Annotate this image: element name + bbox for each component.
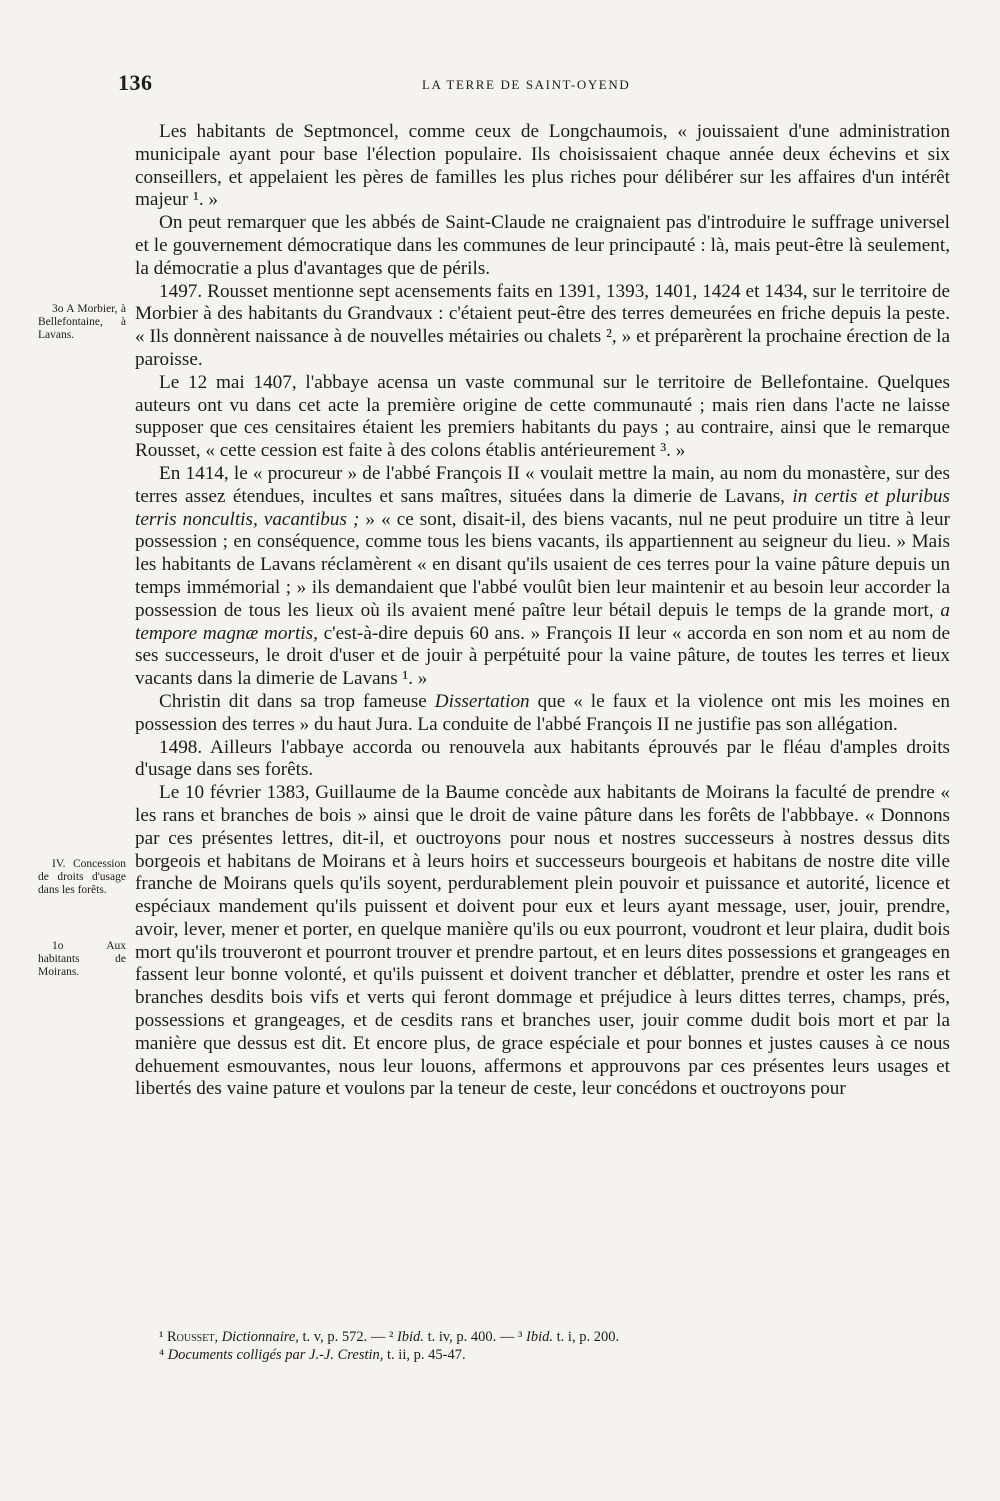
fn-author: Rousset, [166,1329,219,1345]
fn-ibid: Ibid. [526,1329,554,1345]
main-text [135,121,950,1101]
paragraph-moirans: Le 10 février 1383, Guillaume de la Baume concède aux habitants de Moirans la faculté de prendre « les rans et branches de bois » ainsi que le droit de vaine pâture dans les forêts de l'abbbaye. « Donnons par ces présentes lettres, dit-il, et ouctroyons pour nous et nostres successeurs à nostres dessus dits borgeois et habitans de Moirans et à leurs hoirs et successeurs bourgeois et habitans de nostre dite ville franche de Moirans quels qu'ils soyent, perdurablement plein pouvoir et puissance et autorité, licence et espéciaux mandement qu'ils puissent et doivent pour eux et leurs ayant message, user, jouir, prendre, avoir, lever, mener et porter, en quelque manière qu'ils ou eux pourront, voudront et leur plaira, dudit bois mort qu'ils trouveront et pourront trouver et prendre partout, et en leurs dites possessions et grangeages en fassent leur bonne volonté, et qu'ils puissent et doivent trancher et déblatter, prendre et oster les rans et branches desdits bois vifs et verts qui feront dommage et préjudice à leurs dittes terres, champs, prés, possessions et grangeages, et de cesdits rans et branches user, jouir comme dudit bois mort et par la manière que dessus est dit. Et encore plus, de grace espéciale et pour bonnes et justes causes à ce nous dehuement esmouvantes, nous leur louons, affermons et approuvons par ces présentes leurs usages et libertés des vaine pature et voulons par la teneur de ceste, leur concédons et ouctroyons pour [135,782,950,1100]
latin-quote: in certis et pluribus terris noncultis, vacantibus ; [135,485,950,530]
paragraph-1497: 1497. Rousset mentionne sept acensements faits en 1391, 1393, 1401, 1424 et 1434, sur le territoire de Morbier à des habitants du Grandvaux : c'étaient peut-être des terres demeurées en friche depuis la peste. « Ils donnèrent naissance à de nouvelles métairies ou chalets ², » et préparèrent la prochaine érection de la paroisse. [135,280,950,370]
text-span: » « ce sont, disait-il, des biens vacants, nul ne peut produire un titre à leur possession ; en conséquence, comme tous les biens vacants, ils appartiennent au seigneur du lieu. » Mais les habitants de Lavans réclamèrent « en disant qu'ils usaient de ces terres pour la vaine pâture depuis un temps immémorial ; » ils demandaient que l'abbé voulût bien leur maintenir et au besoin leur accorder la possession de tous les lieux où ils avaient mené paître leur bétail depuis le temps de la grande mort, [135,508,951,621]
page-number: 136 [118,70,153,95]
latin-quote: a tempore magnæ mortis, [135,599,950,644]
paragraph-1498: 1498. Ailleurs l'abbaye accorda ou renouvela aux habitants éprouvés par le fléau d'amples droits d'usage dans ses forêts. [135,736,950,781]
book-title: Dissertation [434,690,530,712]
fn-ibid: Ibid. [396,1329,424,1345]
fn-text: t. v, p. 572. — ² [298,1329,397,1345]
paragraph-bellefontaine: Le 12 mai 1407, l'abbaye acensa un vaste communal sur le territoire de Bellefontaine. Quelques auteurs ont vu dans cet acte la première origine de cette communauté ; mais rien dans l'acte ne laisse supposer que ces censitaires étaient les premiers habitants du pays ; au contraire, ainsi que le remarque Rousset, « cette cession est faite à des colons établis antérieurement ³. » [135,371,950,462]
fn-text: t. iv, p. 400. — ³ [423,1329,527,1345]
sidenote-concession: IV. Concession de droits d'usage dans les forêts. [38,858,126,896]
text-span: que « le faux et la violence ont mis les moines en possession des terres » du haut Jura. La conduite de l'abbé François II ne justifie pas son allégation. [135,690,950,735]
text-span: En 1414, le « procureur » de l'abbé François II « voulait mettre la main, au nom du monastère, sur des terres assez étendues, incultes et sans maîtres, situées dans la dimerie de Lavans, [135,462,950,507]
text-span: Christin dit dans sa trop fameuse [159,690,435,712]
paragraph-christin [135,691,950,737]
fn-text: t. ii, p. 45-47. [383,1347,466,1363]
fn-mark: ⁴ [159,1347,168,1363]
sidenote-moirans: 1o Aux habitants de Moirans. [38,940,126,978]
paragraph-abbes: On peut remarquer que les abbés de Saint-Claude ne craignaient pas d'introduire le suffrage universel et le gouvernement démocratique dans les communes de leur principauté : là, mais peut-être là seulement, la démocratie a plus d'avantages que de périls. [135,212,950,279]
sidenote-morbier: 3o A Morbier, à Bellefontaine, à Lavans. [38,303,126,341]
fn-title: Documents colligés par J.-J. Crestin, [167,1347,384,1363]
text-span: c'est-à-dire depuis 60 ans. » François II leur « accorda en son nom et au nom de ses successeurs, le droit d'user et de jouir à perpétuité pour la vaine pâture, de toutes les terres et lieux vacants dans la dimerie de Lavans ¹. » [135,622,950,690]
paragraph-lavans [135,463,950,691]
fn-mark: ¹ [159,1329,167,1345]
fn-title: Dictionnaire, [218,1329,299,1345]
footnote-1 [135,1328,950,1346]
running-head: LA TERRE DE SAINT-OYEND [422,77,631,92]
fn-text: t. i, p. 200. [553,1329,620,1345]
footnotes [135,1328,950,1364]
paragraph-septmoncel: Les habitants de Septmoncel, comme ceux de Longchaumois, « jouissaient d'une administration municipale ayant pour base l'élection populaire. Ils choisissaient chaque année deux échevins et six conseillers, et appelaient les pères de familles les plus riches pour délibérer sur les affaires d'un intérêt majeur ¹. » [135,121,950,211]
footnote-4 [135,1346,950,1364]
